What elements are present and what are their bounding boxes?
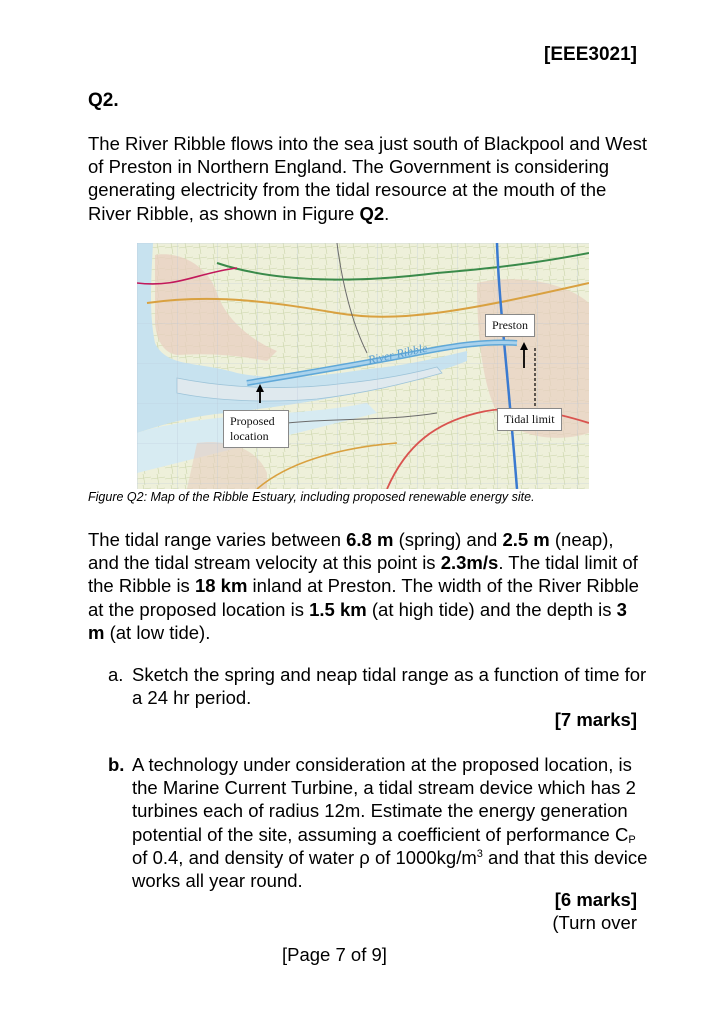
velocity-value: 2.3m/s — [440, 552, 499, 574]
preston-label: Preston — [485, 314, 535, 337]
width-value: 1.5 km — [309, 598, 367, 620]
data-text: (spring) and — [393, 529, 503, 550]
part-a-text: Sketch the spring and neap tidal range as a function of time for a 24 hr period. — [132, 664, 647, 709]
page-number: [Page 7 of 9] — [282, 944, 387, 965]
intro-paragraph — [88, 132, 648, 225]
proposed-location-label: Proposed location — [223, 410, 289, 448]
part-a — [108, 663, 648, 709]
course-code: [EEE3021] — [544, 44, 637, 65]
depth-value: 3 m — [88, 598, 627, 643]
neap-range-value: 2.5 m — [502, 529, 550, 550]
part-b-marks: [6 marks] — [554, 889, 637, 910]
data-text: (at low tide). — [104, 621, 211, 643]
cp-subscript: P — [628, 833, 636, 846]
turn-over: (Turn over — [552, 912, 637, 933]
spring-range-value: 6.8 m — [346, 529, 394, 550]
part-b-text-3: and that this device works all year round. — [132, 846, 648, 892]
part-b-letter: b. — [108, 754, 125, 775]
data-text: (neap), and the tidal stream velocity at this point is — [88, 529, 614, 574]
part-b-text-2: of 0.4, and density of water ρ of 1000kg/m — [132, 846, 477, 868]
part-a-letter: a. — [108, 664, 124, 685]
data-paragraph — [88, 528, 648, 644]
intro-text: The River Ribble flows into the sea just south of Blackpool and West of Preston in Northern England. The Government is considering generating electricity from the tidal resource at the mouth of the River Ribble, as shown in Figure — [88, 133, 648, 224]
ribble-estuary-map — [137, 243, 589, 489]
map-graphic — [137, 243, 589, 489]
data-text: (at high tide) and the depth is — [366, 598, 617, 620]
intro-end: . — [384, 202, 390, 224]
figure-caption: Figure Q2: Map of the Ribble Estuary, including proposed renewable energy site. — [88, 490, 535, 504]
part-b — [108, 753, 648, 892]
tidal-limit-label: Tidal limit — [497, 408, 562, 431]
data-text: . The tidal limit of the Ribble is — [88, 552, 638, 597]
part-b-text-1: A technology under consideration at the proposed location, is the Marine Current Turbine, a tidal stream device which has 2 turbines each of radius 12m. Estimate the energy generation potential of the site, assuming a coefficient of performance C — [132, 754, 636, 845]
tidal-limit-value: 18 km — [194, 575, 248, 597]
figure-ref: Q2 — [359, 202, 385, 224]
data-text: inland at Preston. The width of the River Ribble at the proposed location is — [88, 575, 639, 620]
question-number: Q2. — [88, 90, 119, 111]
river-label: River Ribble — [366, 340, 429, 367]
part-b-text — [132, 753, 648, 892]
part-a-marks: [7 marks] — [554, 709, 637, 730]
exponent: 3 — [476, 847, 483, 860]
data-text: The tidal range varies between — [88, 529, 347, 550]
